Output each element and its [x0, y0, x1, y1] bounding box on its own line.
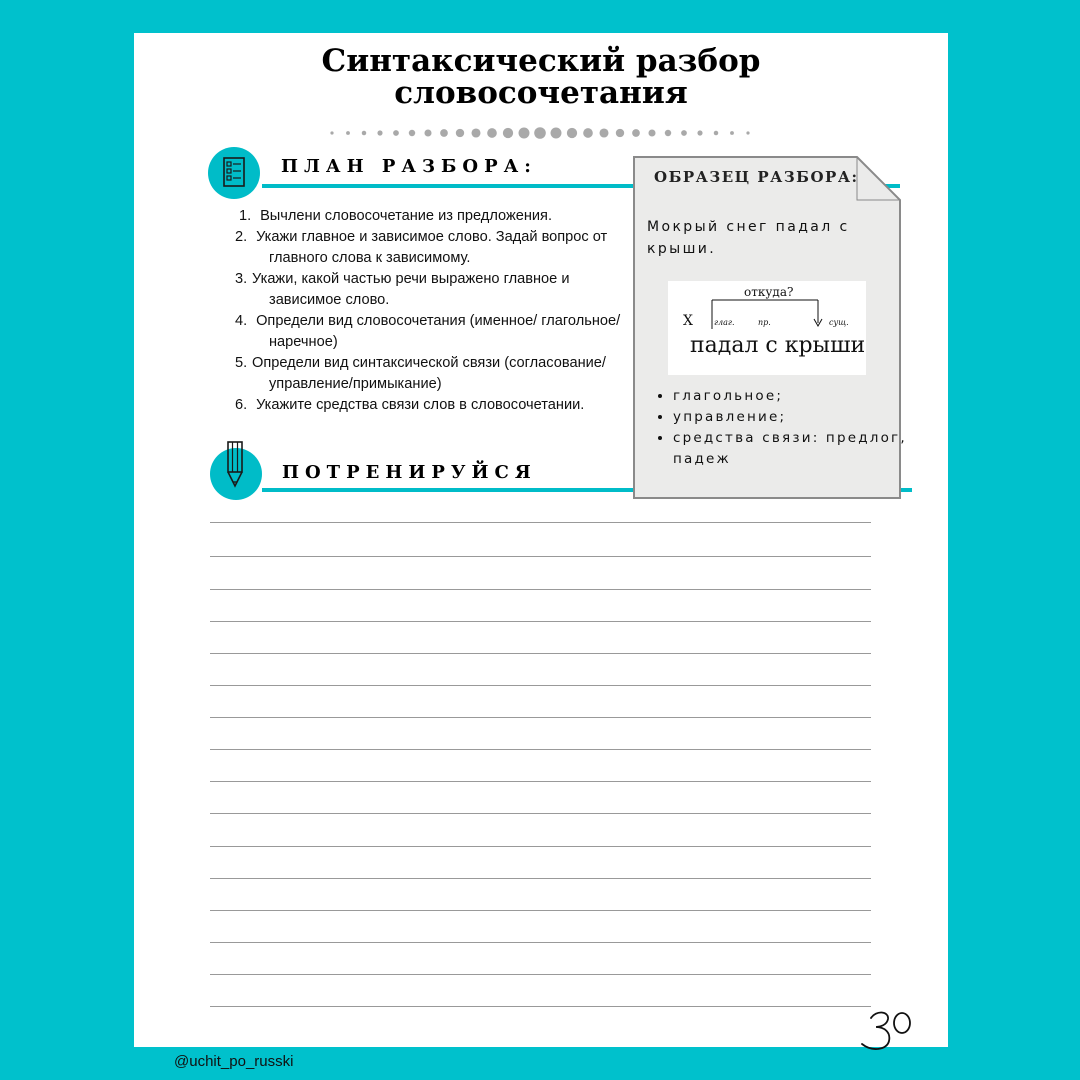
writing-line: [210, 522, 871, 523]
writing-line: [210, 813, 871, 814]
plan-item-text: Вычлени словосочетание из предложения.: [260, 208, 553, 224]
divider-dot: [697, 130, 702, 135]
scheme-dep-pos: сущ.: [829, 318, 849, 327]
practice-heading: ПОТРЕНИРУЙСЯ: [282, 462, 537, 483]
divider-dot: [730, 131, 734, 135]
divider-dot: [409, 130, 415, 136]
scheme-question: откуда?: [744, 285, 794, 299]
sample-card: [633, 156, 907, 499]
sample-bullet: • управление;: [673, 407, 913, 428]
writing-line: [210, 942, 871, 943]
divider-dot: [583, 128, 593, 138]
writing-line: [210, 878, 871, 879]
writing-line: [210, 781, 871, 782]
plan-item-text: Укажите средства связи слов в словосочетании.: [256, 397, 585, 413]
scheme-main-mark: X: [683, 313, 693, 329]
divider-dot: [665, 130, 671, 136]
divider-dot: [567, 128, 577, 138]
pencil-icon: [210, 448, 262, 500]
writing-line: [210, 589, 871, 590]
divider-dot: [599, 128, 608, 137]
writing-line: [210, 685, 871, 686]
divider-dot: [487, 128, 497, 138]
divider-dot: [681, 130, 687, 136]
writing-line: [210, 621, 871, 622]
writing-line: [210, 749, 871, 750]
scheme-main-pos: глаг.: [714, 318, 735, 327]
divider-dot: [616, 129, 624, 137]
writing-line: [210, 556, 871, 557]
plan-list: [252, 206, 632, 416]
plan-item: [252, 269, 632, 311]
sample-bullets: [655, 386, 913, 470]
plan-heading: ПЛАН РАЗБОРА:: [281, 156, 537, 177]
author-handle: @uchit_po_russki: [174, 1053, 294, 1070]
plan-item-text: Укажи главное и зависимое слово. Задай вопрос от главного слова к зависимому.: [256, 229, 608, 266]
sample-heading: ОБРАЗЕЦ РАЗБОРА:: [654, 168, 859, 186]
divider-dot: [393, 130, 399, 136]
divider-dot: [519, 128, 530, 139]
plan-item: [252, 353, 632, 395]
plan-item-text: Укажи, какой частью речи выражено главное и зависимое слово.: [252, 271, 570, 308]
divider-dot: [440, 129, 448, 137]
scheme-phrase: падал с крыши: [690, 333, 866, 358]
checklist-icon: [208, 147, 260, 199]
page-number: [858, 1004, 918, 1056]
divider-dot: [632, 129, 640, 137]
divider-dot: [471, 128, 480, 137]
phrase-scheme: [668, 281, 866, 375]
divider-dot: [648, 129, 655, 136]
sample-sentence: Мокрый снег падал с крыши.: [647, 219, 850, 257]
divider-dot: [456, 129, 464, 137]
dotted-divider: [325, 124, 757, 142]
divider-dot: [346, 131, 350, 135]
plan-item: [252, 395, 632, 416]
plan-item-text: Определи вид словосочетания (именное/ глагольное/наречное): [256, 313, 621, 350]
divider-dot: [424, 129, 431, 136]
divider-dot: [377, 130, 382, 135]
writing-line: [210, 846, 871, 847]
scheme-prep-pos: пр.: [758, 318, 771, 327]
sample-bullet: • средства связи: предлог, падеж: [673, 428, 913, 470]
divider-dot: [746, 131, 749, 134]
writing-line: [210, 1006, 871, 1007]
plan-item: [252, 311, 632, 353]
writing-line: [210, 974, 871, 975]
divider-dot: [362, 131, 367, 136]
page-title-line-2: словосочетания: [394, 75, 688, 111]
divider-dot: [503, 128, 513, 138]
divider-dot: [551, 128, 562, 139]
writing-line: [210, 910, 871, 911]
divider-dot: [330, 131, 333, 134]
plan-item: [252, 227, 632, 269]
page-title-line-1: Синтаксический разбор: [321, 43, 761, 79]
divider-dot: [714, 131, 719, 136]
divider-dot: [534, 127, 546, 139]
sample-bullet: • глагольное;: [673, 386, 913, 407]
plan-item: [252, 206, 632, 227]
writing-line: [210, 653, 871, 654]
plan-item-text: Определи вид синтаксической связи (согласование/управление/примыкание): [252, 355, 606, 392]
writing-line: [210, 717, 871, 718]
